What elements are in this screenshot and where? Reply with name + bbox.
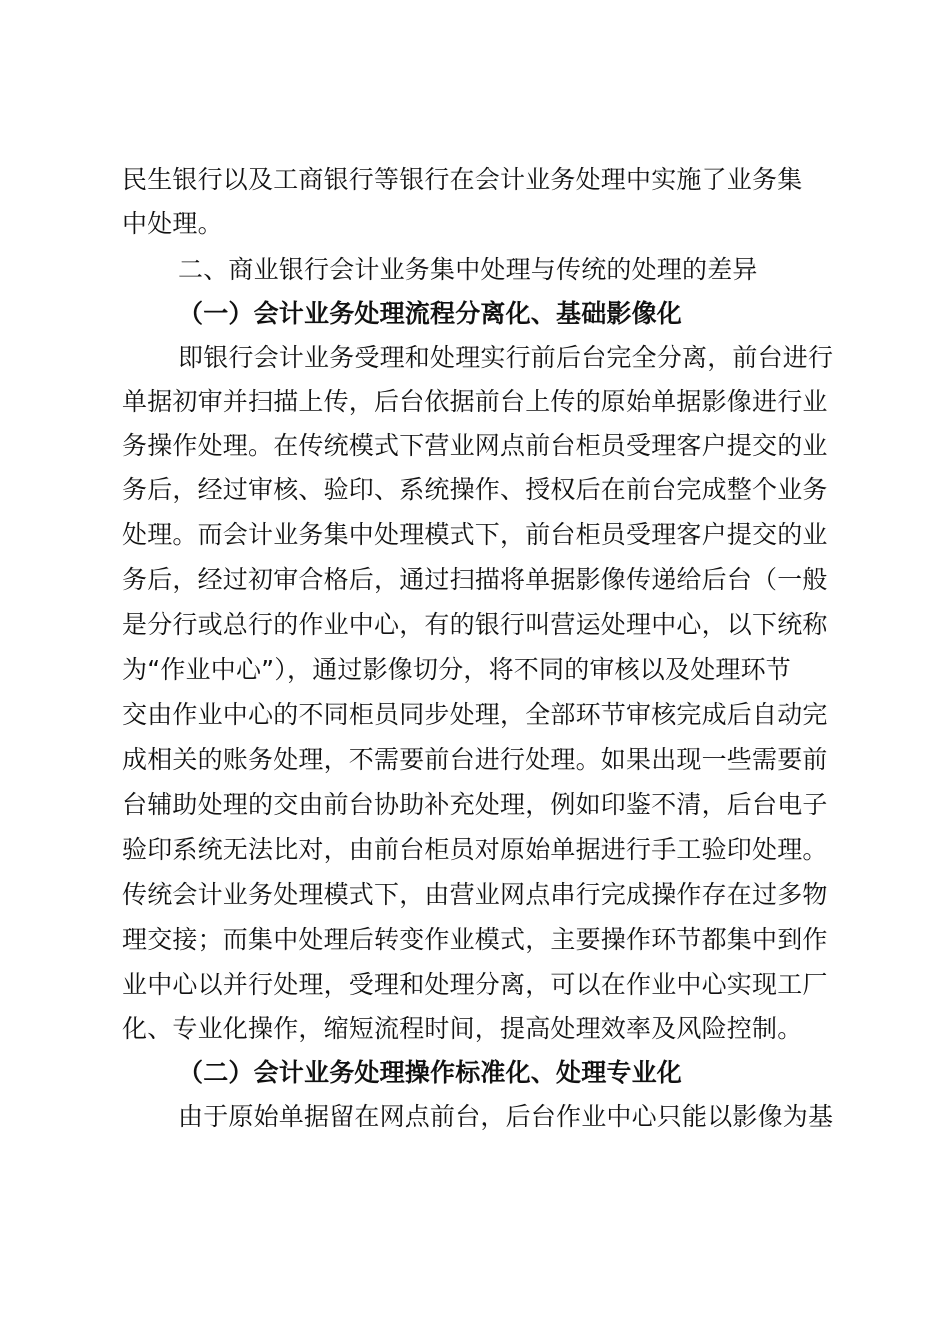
paragraph-line: 交由作业中心的不同柜员同步处理，全部环节审核完成后自动完 (122, 700, 828, 729)
paragraph-line: 是分行或总行的作业中心，有的银行叫营运处理中心，以下统称 (122, 610, 828, 639)
paragraph-line: 验印系统无法比对，由前台柜员对原始单据进行手工验印处理。 (122, 835, 828, 864)
subsection-heading: （一）会计业务处理流程分离化、基础影像化 (178, 299, 683, 328)
paragraph-line: 由于原始单据留在网点前台，后台作业中心只能以影像为基 (178, 1102, 834, 1131)
paragraph-line: 务后，经过审核、验印、系统操作、授权后在前台完成整个业务 (122, 475, 828, 504)
paragraph-line: 传统会计业务处理模式下，由营业网点串行完成操作存在过多物 (122, 880, 828, 909)
paragraph-line: 为“作业中心”），通过影像切分，将不同的审核以及处理环节 (122, 655, 792, 684)
paragraph-line: 务后，经过初审合格后，通过扫描将单据影像传递给后台（一般 (122, 565, 828, 594)
paragraph-line: 理交接；而集中处理后转变作业模式，主要操作环节都集中到作 (122, 925, 828, 954)
paragraph-line: 化、专业化操作，缩短流程时间，提高处理效率及风险控制。 (122, 1014, 803, 1043)
paragraph-line: 台辅助处理的交由前台协助补充处理，例如印鉴不清，后台电子 (122, 790, 828, 819)
paragraph-line: 民生银行以及工商银行等银行在会计业务处理中实施了业务集 (122, 165, 803, 194)
paragraph-line: 中处理。 (122, 209, 223, 238)
paragraph-line: 处理。而会计业务集中处理模式下，前台柜员受理客户提交的业 (122, 520, 828, 549)
paragraph-line: 即银行会计业务受理和处理实行前后台完全分离，前台进行 (178, 343, 834, 372)
subsection-heading: （二）会计业务处理操作标准化、处理专业化 (178, 1058, 683, 1087)
section-heading: 二、商业银行会计业务集中处理与传统的处理的差异 (178, 255, 758, 284)
paragraph-line: 成相关的账务处理，不需要前台进行处理。如果出现一些需要前 (122, 745, 828, 774)
paragraph-line: 单据初审并扫描上传，后台依据前台上传的原始单据影像进行业 (122, 387, 828, 416)
paragraph-line: 业中心以并行处理，受理和处理分离，可以在作业中心实现工厂 (122, 970, 828, 999)
paragraph-line: 务操作处理。在传统模式下营业网点前台柜员受理客户提交的业 (122, 431, 828, 460)
